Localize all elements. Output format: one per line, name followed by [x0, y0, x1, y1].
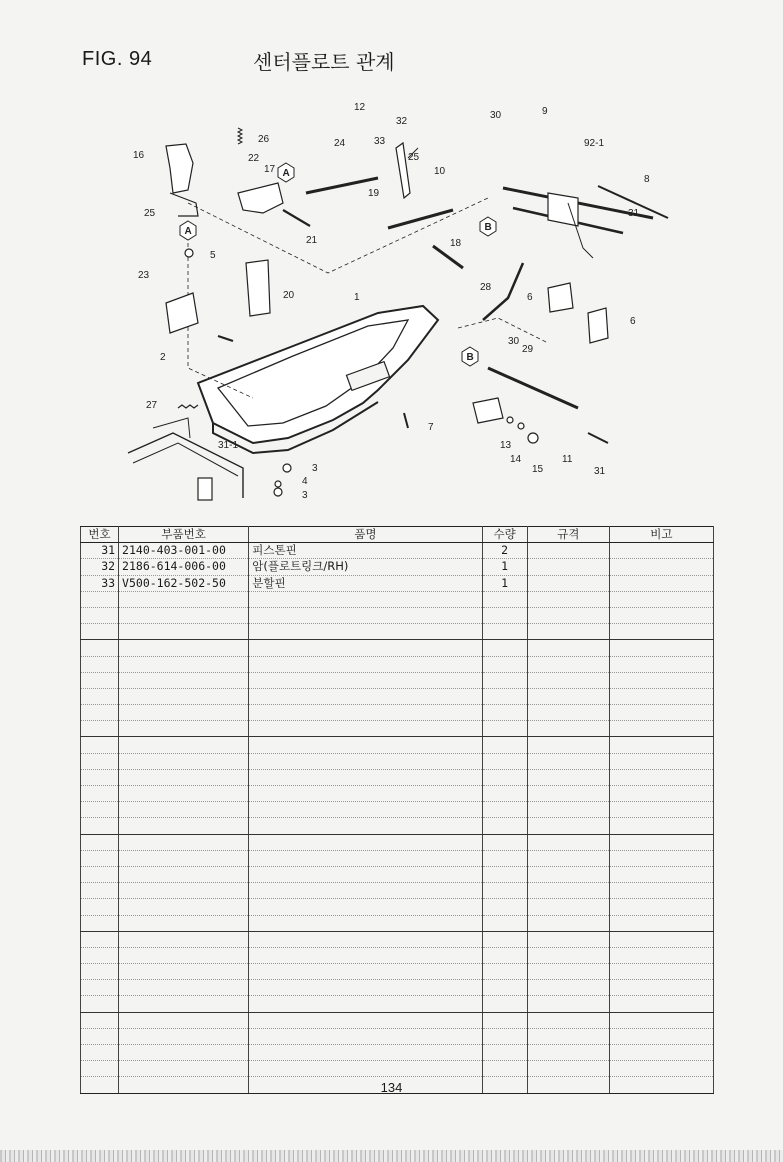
cell-no	[81, 866, 119, 882]
cell-pn: V500-162-502-50	[119, 575, 249, 591]
cell-spec	[527, 624, 609, 640]
cell-spec	[527, 705, 609, 721]
cell-spec	[527, 559, 609, 575]
table-body	[81, 543, 714, 1093]
cell-spec	[527, 834, 609, 850]
cell-spec	[527, 866, 609, 882]
callout: 33	[374, 136, 386, 147]
header-part-no: 부품번호	[119, 527, 249, 543]
table-row	[81, 980, 714, 996]
cell-nm: 분할핀	[249, 575, 482, 591]
cell-spec	[527, 1045, 609, 1061]
table-row	[81, 624, 714, 640]
table-row	[81, 721, 714, 737]
cell-rem	[609, 543, 713, 559]
figure-title: 센터플로트 관계	[253, 50, 395, 74]
cell-rem	[609, 624, 713, 640]
cell-nm	[249, 753, 482, 769]
cell-rem	[609, 656, 713, 672]
cell-rem	[609, 915, 713, 931]
cell-qty	[482, 1012, 527, 1028]
cell-no	[81, 931, 119, 947]
callout: 32	[396, 116, 408, 127]
cell-rem	[609, 980, 713, 996]
cell-pn	[119, 607, 249, 623]
cell-rem	[609, 1028, 713, 1044]
cell-nm	[249, 915, 482, 931]
cell-rem	[609, 964, 713, 980]
cell-nm	[249, 834, 482, 850]
callout: 28	[480, 282, 492, 293]
cell-qty	[482, 591, 527, 607]
cell-pn	[119, 931, 249, 947]
cell-pn	[119, 818, 249, 834]
cell-qty	[482, 850, 527, 866]
cell-no	[81, 640, 119, 656]
cell-no	[81, 899, 119, 915]
callout: 5	[210, 250, 216, 261]
cell-pn	[119, 656, 249, 672]
callout: 6	[630, 316, 636, 327]
callout: 17	[264, 164, 276, 175]
cell-spec	[527, 964, 609, 980]
cell-no	[81, 834, 119, 850]
cell-spec	[527, 947, 609, 963]
exploded-parts-diagram	[78, 98, 718, 508]
cell-no	[81, 915, 119, 931]
marker-b-2: B	[466, 352, 474, 363]
cell-qty	[482, 818, 527, 834]
callout: 31	[594, 466, 606, 477]
callout: 92-1	[584, 138, 605, 149]
cell-pn	[119, 899, 249, 915]
cell-qty	[482, 753, 527, 769]
cell-pn	[119, 850, 249, 866]
cell-pn	[119, 705, 249, 721]
cell-qty	[482, 1045, 527, 1061]
cell-rem	[609, 947, 713, 963]
cell-no	[81, 688, 119, 704]
table-row	[81, 834, 714, 850]
callout: 31	[628, 208, 640, 219]
cell-rem	[609, 1061, 713, 1077]
cell-no	[81, 980, 119, 996]
cell-pn	[119, 737, 249, 753]
callout: 15	[532, 464, 544, 475]
cell-spec	[527, 1061, 609, 1077]
cell-qty	[482, 607, 527, 623]
header-spec: 규격	[527, 527, 609, 543]
table-row	[81, 559, 714, 575]
cell-no	[81, 947, 119, 963]
bracket-2	[166, 293, 198, 333]
cell-no	[81, 883, 119, 899]
cell-pn	[119, 915, 249, 931]
cell-qty	[482, 915, 527, 931]
cell-nm	[249, 640, 482, 656]
cell-rem	[609, 996, 713, 1012]
cell-pn	[119, 1061, 249, 1077]
cell-pn: 2186-614-006-00	[119, 559, 249, 575]
table-row	[81, 591, 714, 607]
cell-no	[81, 624, 119, 640]
cell-nm	[249, 980, 482, 996]
cell-nm	[249, 591, 482, 607]
table-row	[81, 575, 714, 591]
table-row	[81, 753, 714, 769]
cell-nm	[249, 607, 482, 623]
cell-nm	[249, 624, 482, 640]
cell-nm	[249, 931, 482, 947]
cell-rem	[609, 640, 713, 656]
callout: 30	[508, 336, 520, 347]
cell-pn	[119, 834, 249, 850]
bracket-6-a	[548, 283, 573, 312]
cell-spec	[527, 899, 609, 915]
marker-b-1: B	[484, 222, 492, 233]
cell-spec	[527, 543, 609, 559]
cell-qty	[482, 802, 527, 818]
table-header-row	[81, 527, 714, 543]
bracket-16	[166, 144, 193, 193]
cell-no	[81, 996, 119, 1012]
cell-qty	[482, 964, 527, 980]
cell-nm	[249, 1045, 482, 1061]
callout: 23	[138, 270, 150, 281]
cell-spec	[527, 688, 609, 704]
cell-qty	[482, 834, 527, 850]
cell-no	[81, 1045, 119, 1061]
cell-pn	[119, 1045, 249, 1061]
cell-pn	[119, 883, 249, 899]
cell-pn	[119, 688, 249, 704]
cell-nm	[249, 1012, 482, 1028]
cell-rem	[609, 802, 713, 818]
cell-spec	[527, 769, 609, 785]
cell-qty	[482, 624, 527, 640]
table-row	[81, 1061, 714, 1077]
cell-nm	[249, 737, 482, 753]
cell-rem	[609, 737, 713, 753]
cell-pn	[119, 866, 249, 882]
cell-spec	[527, 607, 609, 623]
cell-no: 32	[81, 559, 119, 575]
lever-17	[238, 183, 283, 213]
callout: 10	[434, 166, 446, 177]
callout: 19	[368, 188, 380, 199]
cell-qty	[482, 947, 527, 963]
callout: 14	[510, 454, 522, 465]
cell-rem	[609, 786, 713, 802]
cell-pn	[119, 591, 249, 607]
cell-nm	[249, 769, 482, 785]
callout: 18	[450, 238, 462, 249]
cell-pn	[119, 802, 249, 818]
cell-nm	[249, 656, 482, 672]
callout: 4	[302, 476, 308, 487]
table-row	[81, 769, 714, 785]
cell-spec	[527, 850, 609, 866]
cell-qty	[482, 640, 527, 656]
table-row	[81, 931, 714, 947]
cell-nm	[249, 899, 482, 915]
table-row	[81, 915, 714, 931]
cell-nm	[249, 996, 482, 1012]
cell-spec	[527, 672, 609, 688]
cell-qty	[482, 656, 527, 672]
cell-rem	[609, 866, 713, 882]
cell-spec	[527, 1012, 609, 1028]
scan-edge-decoration	[0, 1150, 783, 1162]
cell-pn	[119, 640, 249, 656]
cell-nm	[249, 866, 482, 882]
table-row	[81, 1028, 714, 1044]
cell-spec	[527, 818, 609, 834]
cell-pn	[119, 964, 249, 980]
cell-qty	[482, 866, 527, 882]
cell-rem	[609, 607, 713, 623]
spring-26	[238, 128, 242, 144]
callout: 16	[133, 150, 145, 161]
callout: 13	[500, 440, 512, 451]
cell-qty	[482, 737, 527, 753]
cell-no	[81, 721, 119, 737]
cell-no	[81, 1061, 119, 1077]
cell-spec	[527, 575, 609, 591]
table-row	[81, 737, 714, 753]
cell-qty	[482, 705, 527, 721]
callout: 24	[334, 138, 346, 149]
cell-spec	[527, 753, 609, 769]
cell-no: 33	[81, 575, 119, 591]
cell-no	[81, 850, 119, 866]
cell-nm	[249, 1061, 482, 1077]
cell-qty	[482, 931, 527, 947]
callout: 21	[306, 235, 318, 246]
cell-spec	[527, 931, 609, 947]
cell-spec	[527, 721, 609, 737]
callout: 8	[644, 174, 650, 185]
callout: 2	[160, 352, 166, 363]
cell-rem	[609, 575, 713, 591]
cell-spec	[527, 980, 609, 996]
table-row	[81, 866, 714, 882]
cell-pn	[119, 947, 249, 963]
table-row	[81, 672, 714, 688]
callout: 27	[146, 400, 158, 411]
cell-pn	[119, 786, 249, 802]
callout: 29	[522, 344, 534, 355]
table-row	[81, 640, 714, 656]
cell-qty	[482, 786, 527, 802]
page-number: 134	[380, 1080, 403, 1095]
cell-qty	[482, 996, 527, 1012]
cell-rem	[609, 672, 713, 688]
header-name: 품명	[249, 527, 482, 543]
callout: 31-1	[218, 440, 239, 451]
header-no: 번호	[81, 527, 119, 543]
cell-nm	[249, 721, 482, 737]
table-row	[81, 883, 714, 899]
cell-nm	[249, 883, 482, 899]
table-row	[81, 1045, 714, 1061]
cell-rem	[609, 1012, 713, 1028]
callout: 25	[144, 208, 156, 219]
cell-no: 31	[81, 543, 119, 559]
cell-nm: 피스톤핀	[249, 543, 482, 559]
table-row	[81, 607, 714, 623]
cell-qty: 1	[482, 575, 527, 591]
cell-spec	[527, 802, 609, 818]
cell-rem	[609, 818, 713, 834]
cell-nm	[249, 688, 482, 704]
header-remarks: 비고	[609, 527, 713, 543]
cell-nm	[249, 1028, 482, 1044]
table-row	[81, 850, 714, 866]
table-row	[81, 818, 714, 834]
callout: 30	[490, 110, 502, 121]
cell-no	[81, 802, 119, 818]
cell-pn: 2140-403-001-00	[119, 543, 249, 559]
cell-spec	[527, 737, 609, 753]
cell-nm	[249, 947, 482, 963]
cell-spec	[527, 591, 609, 607]
cell-qty	[482, 721, 527, 737]
cell-no	[81, 769, 119, 785]
bracket-20	[246, 260, 270, 316]
cell-nm	[249, 705, 482, 721]
cell-rem	[609, 769, 713, 785]
table-row	[81, 947, 714, 963]
callout: 26	[258, 134, 270, 145]
cell-rem	[609, 1045, 713, 1061]
table-row	[81, 899, 714, 915]
cell-rem	[609, 931, 713, 947]
cell-rem	[609, 899, 713, 915]
callout: 7	[428, 422, 434, 433]
callout: 6	[527, 292, 533, 303]
cell-spec	[527, 656, 609, 672]
cell-qty	[482, 688, 527, 704]
cell-nm	[249, 850, 482, 866]
callout: 11	[562, 454, 573, 465]
marker-a-1: A	[282, 168, 290, 179]
cell-nm	[249, 818, 482, 834]
rod-11	[488, 368, 578, 408]
cell-qty	[482, 1028, 527, 1044]
table-row	[81, 802, 714, 818]
cell-qty	[482, 1061, 527, 1077]
table-row	[81, 656, 714, 672]
cell-no	[81, 964, 119, 980]
callout: 9	[542, 106, 548, 117]
cell-no	[81, 607, 119, 623]
cell-rem	[609, 834, 713, 850]
cell-pn	[119, 996, 249, 1012]
cell-rem	[609, 688, 713, 704]
table-row	[81, 705, 714, 721]
callout: 3	[312, 463, 318, 474]
cell-qty	[482, 899, 527, 915]
table-row	[81, 996, 714, 1012]
cell-rem	[609, 753, 713, 769]
cell-qty: 2	[482, 543, 527, 559]
table-row	[81, 1012, 714, 1028]
cell-spec	[527, 915, 609, 931]
cell-pn	[119, 672, 249, 688]
cell-pn	[119, 753, 249, 769]
callout: 22	[248, 153, 260, 164]
cell-spec	[527, 883, 609, 899]
figure-label: FIG. 94	[82, 48, 153, 70]
cell-pn	[119, 769, 249, 785]
cell-rem	[609, 705, 713, 721]
table-row	[81, 786, 714, 802]
parts-table	[80, 526, 714, 1094]
cell-nm	[249, 802, 482, 818]
table-row	[81, 543, 714, 559]
cell-qty	[482, 980, 527, 996]
cell-spec	[527, 640, 609, 656]
callout: 3	[302, 490, 308, 501]
cell-no	[81, 737, 119, 753]
float-plate	[198, 306, 438, 443]
cell-rem	[609, 591, 713, 607]
cell-nm	[249, 786, 482, 802]
cell-qty: 1	[482, 559, 527, 575]
cell-qty	[482, 883, 527, 899]
table-row	[81, 688, 714, 704]
callout: 20	[283, 290, 295, 301]
callout: 1	[354, 292, 360, 303]
cell-rem	[609, 850, 713, 866]
cell-no	[81, 705, 119, 721]
cell-pn	[119, 980, 249, 996]
cell-no	[81, 672, 119, 688]
cell-no	[81, 1028, 119, 1044]
cell-no	[81, 818, 119, 834]
callout: 25	[408, 152, 420, 163]
bracket-6-b	[588, 308, 608, 343]
cell-spec	[527, 1028, 609, 1044]
cell-no	[81, 656, 119, 672]
cell-qty	[482, 672, 527, 688]
cell-rem	[609, 559, 713, 575]
cell-pn	[119, 721, 249, 737]
header-qty: 수량	[482, 527, 527, 543]
cell-pn	[119, 1012, 249, 1028]
cell-pn	[119, 1028, 249, 1044]
cell-rem	[609, 721, 713, 737]
cell-spec	[527, 996, 609, 1012]
cell-no	[81, 786, 119, 802]
cell-no	[81, 1012, 119, 1028]
cell-nm: 암(플로트링크/RH)	[249, 559, 482, 575]
diagram-svg	[78, 98, 718, 508]
cell-qty	[482, 769, 527, 785]
table-row	[81, 964, 714, 980]
cell-no	[81, 591, 119, 607]
cell-pn	[119, 624, 249, 640]
cell-no	[81, 753, 119, 769]
marker-a-2: A	[184, 226, 192, 237]
cell-rem	[609, 883, 713, 899]
callout: 12	[354, 102, 366, 113]
cell-nm	[249, 964, 482, 980]
cell-spec	[527, 786, 609, 802]
cell-nm	[249, 672, 482, 688]
